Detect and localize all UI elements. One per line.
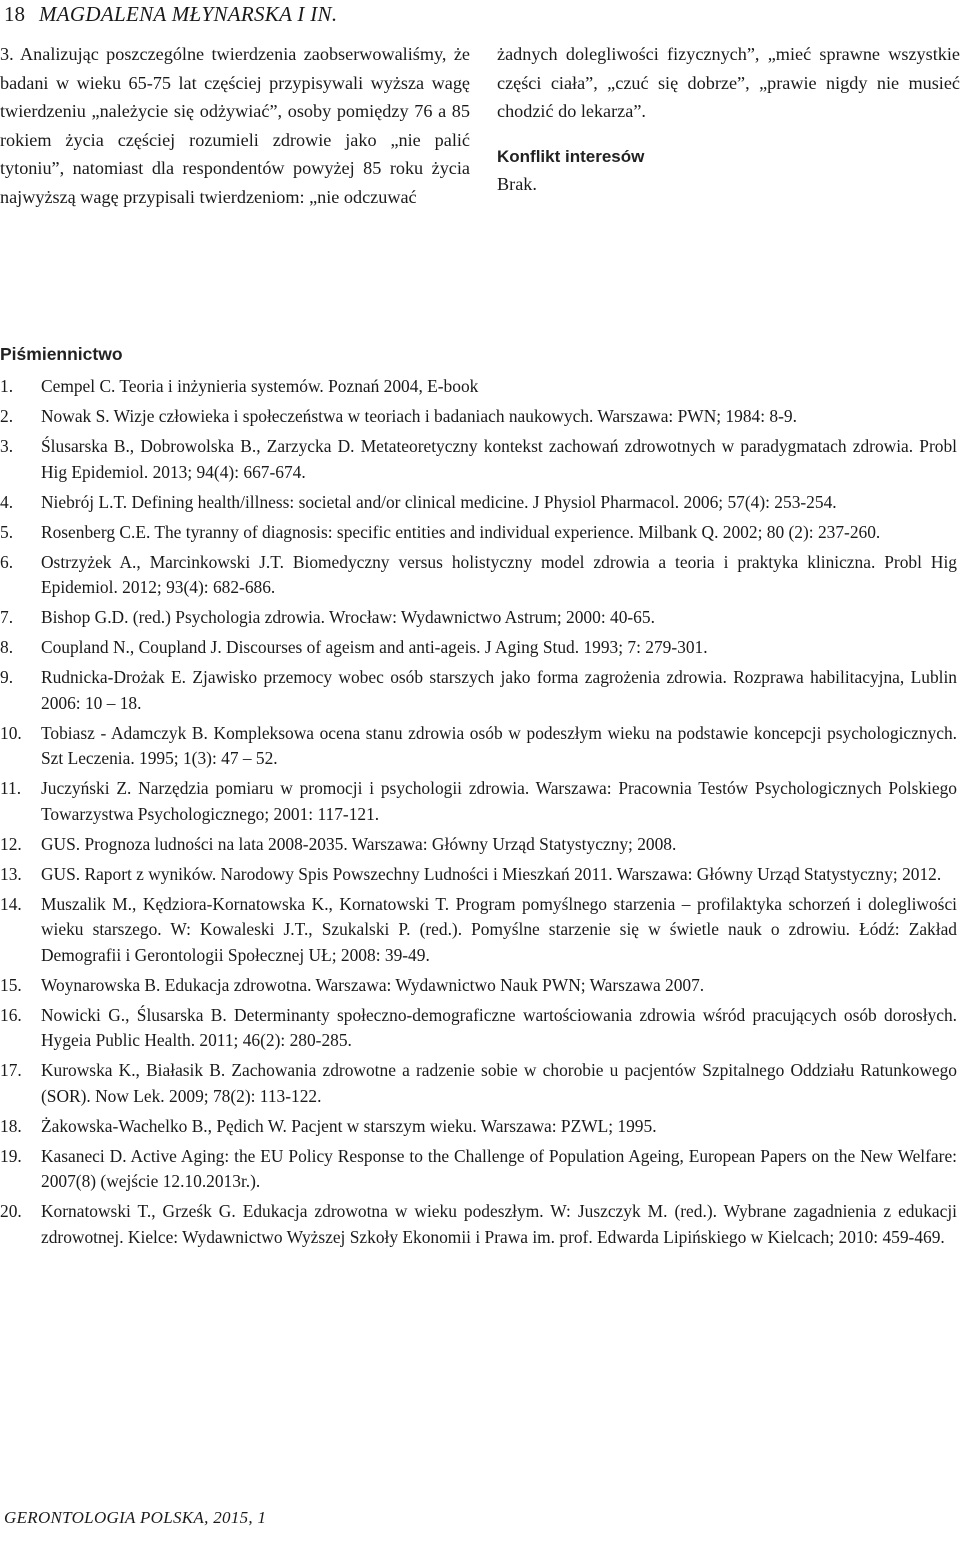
reference-text: Żakowska-Wachelko B., Pędich W. Pacjent w starszym wieku. Warszawa: PZWL; 1995.: [41, 1115, 657, 1136]
reference-number: 20.: [0, 1201, 22, 1221]
reference-text: Muszalik M., Kędziora-Kornatowska K., Kornatowski T. Program pomyślnego starzenia – profilaktyka schorzeń i dolegliwości wieku starszego. W: Kowaleski J.T., Szukalski P. (red.). Pomyślne starzenie się w świetle nauk o zdrowiu. Łódź: Zakład Demografii i Gerontologii Społecznej UŁ; 2008: 39-49.: [41, 893, 957, 965]
reference-text: GUS. Prognoza ludności na lata 2008-2035. Warszawa: Główny Urząd Statystyczny; 2008.: [41, 833, 677, 854]
reference-text: Tobiasz - Adamczyk B. Kompleksowa ocena stanu zdrowia osób w podeszłym wieku na podstawie koncepcji psychologicznych. Szt Leczenia. 1995; 1(3): 47 – 52.: [41, 722, 957, 768]
running-header: [4, 0, 337, 28]
reference-item: [0, 832, 957, 858]
reference-item: [0, 665, 957, 716]
reference-item: [0, 892, 957, 969]
reference-item: [0, 605, 957, 631]
body-paragraph-right: żadnych dolegliwości fizycznych”, „mieć sprawne wszystkie części ciała”, „czuć się dobrze”, „prawie nigdy nie musieć chodzić do lekarza”.: [497, 44, 960, 122]
reference-item: [0, 374, 957, 400]
reference-text: Ślusarska B., Dobrowolska B., Zarzycka D. Metateoretyczny kontekst zachowań zdrowotnych w paradygmatach zdrowia. Probl Hig Epidemiol. 2013; 94(4): 667-674.: [41, 436, 957, 482]
reference-number: 18.: [0, 1115, 22, 1136]
reference-number: 15.: [0, 974, 22, 995]
reference-number: 1.: [0, 376, 14, 396]
reference-item: [0, 434, 957, 485]
reference-text: Coupland N., Coupland J. Discourses of ageism and anti-ageis. J Aging Stud. 1993; 7: 279-301.: [41, 637, 708, 657]
reference-number: 3.: [0, 436, 14, 456]
reference-number: 17.: [0, 1060, 22, 1080]
reference-number: 7.: [0, 607, 14, 627]
reference-item: [0, 721, 957, 772]
reference-item: [0, 1199, 957, 1250]
reference-text: Nowak S. Wizje człowieka i społeczeństwa w teoriach i badaniach naukowych. Warszawa: PWN; 1984: 8-9.: [41, 406, 797, 426]
right-column: [497, 40, 960, 197]
reference-item: [0, 520, 957, 546]
reference-text: Rudnicka-Drożak E. Zjawisko przemocy wobec osób starszych jako forma zagrożenia zdrowia. Rozprawa habilitacyjna, Lublin 2006: 10 – 18.: [41, 667, 957, 713]
reference-text: GUS. Raport z wyników. Narodowy Spis Powszechny Ludności i Mieszkań 2011. Warszawa: Główny Urząd Statystyczny; 2012.: [41, 863, 942, 884]
conflict-of-interest-heading: Konflikt interesów: [497, 146, 645, 166]
reference-text: Woynarowska B. Edukacja zdrowotna. Warszawa: Wydawnictwo Nauk PWN; Warszawa 2007.: [41, 974, 705, 995]
reference-number: 8.: [0, 637, 14, 657]
reference-number: 4.: [0, 491, 14, 512]
reference-number: 11.: [0, 778, 22, 798]
reference-text: Nowicki G., Ślusarska B. Determinanty społeczno-demograficzne wartościowania zdrowia wśród pracujących osób dorosłych. Hygeia Public Health. 2011; 46(2): 280-285.: [41, 1004, 957, 1050]
journal-footer: GERONTOLOGIA POLSKA, 2015, 1: [4, 1508, 267, 1527]
reference-item: [0, 1058, 957, 1109]
reference-text: Kurowska K., Białasik B. Zachowania zdrowotne a radzenie sobie w chorobie u pacjentów Szpitalnego Oddziału Ratunkowego (SOR). Now Lek. 2009; 78(2): 113-122.: [41, 1060, 957, 1106]
reference-text: Cempel C. Teoria i inżynieria systemów. Poznań 2004, E-book: [41, 376, 479, 396]
reference-text: Kasaneci D. Active Aging: the EU Policy Response to the Challenge of Population Ageing, European Papers on the New Welfare: 2007(8) (wejście 12.10.2013r.).: [41, 1145, 957, 1191]
reference-number: 5.: [0, 521, 14, 542]
reference-number: 9.: [0, 667, 14, 687]
reference-text: Kornatowski T., Grześk G. Edukacja zdrowotna w wieku podeszłym. W: Juszczyk M. (red.). Wybrane zagadnienia z edukacji zdrowotnej. Kielce: Wydawnictwo Wyższej Szkoły Ekonomii i Prawa im. prof. Edwarda Lipińskiego w Kielcach; 2010: 459-469.: [41, 1201, 957, 1247]
reference-number: 12.: [0, 833, 22, 854]
reference-text: Juczyński Z. Narzędzia pomiaru w promocji i psychologii zdrowia. Warszawa: Pracownia Testów Psychologicznych Polskiego Towarzystwa Psychologicznego; 2001: 117-121.: [41, 778, 957, 824]
body-paragraph-left: 3. Analizując poszczególne twierdzenia zaobserwowaliśmy, że badani w wieku 65-75 lat częściej przypisywali wyższa wagę twierdzeniu „należycie się odżywiać”, osoby pomiędzy 76 a 85 rokiem życia częściej rozumieli zdrowie jako „nie palić tytoniu”, natomiast dla respondentów powyżej 85 roku życia najwyższą wagę przypisali twierdzeniom: „nie odczuwać: [0, 44, 470, 207]
references-heading: Piśmiennictwo: [0, 344, 123, 364]
reference-item: [0, 404, 957, 430]
running-header-authors: MAGDALENA MŁYNARSKA I IN.: [39, 2, 338, 26]
reference-item: [0, 550, 957, 601]
reference-item: [0, 776, 957, 827]
reference-number: 14.: [0, 893, 22, 914]
reference-item: [0, 1003, 957, 1054]
reference-text: Rosenberg C.E. The tyranny of diagnosis: specific entities and individual experience. Milbank Q. 2002; 80 (2): 237-260.: [41, 521, 881, 542]
reference-item: [0, 490, 957, 516]
reference-item: [0, 1114, 957, 1140]
reference-text: Bishop G.D. (red.) Psychologia zdrowia. Wrocław: Wydawnictwo Astrum; 2000: 40-65.: [41, 607, 655, 627]
reference-item: [0, 973, 957, 999]
left-column: [0, 40, 470, 212]
reference-item: [0, 862, 957, 888]
reference-text: Ostrzyżek A., Marcinkowski J.T. Biomedyczny versus holistyczny model zdrowia a teoria i praktyka kliniczna. Probl Hig Epidemiol. 2012; 93(4): 682-686.: [41, 551, 957, 597]
reference-number: 16.: [0, 1004, 22, 1025]
conflict-of-interest-text: Brak.: [497, 173, 537, 194]
reference-number: 13.: [0, 863, 22, 884]
references-list: [0, 374, 957, 1255]
reference-text: Niebrój L.T. Defining health/illness: societal and/or clinical medicine. J Physiol Pharmacol. 2006; 57(4): 253-254.: [41, 491, 837, 512]
reference-item: [0, 635, 957, 661]
reference-number: 6.: [0, 551, 14, 572]
reference-number: 2.: [0, 406, 14, 426]
page-number: 18: [4, 2, 25, 26]
reference-number: 19.: [0, 1145, 22, 1166]
reference-number: 10.: [0, 722, 22, 743]
reference-item: [0, 1144, 957, 1195]
